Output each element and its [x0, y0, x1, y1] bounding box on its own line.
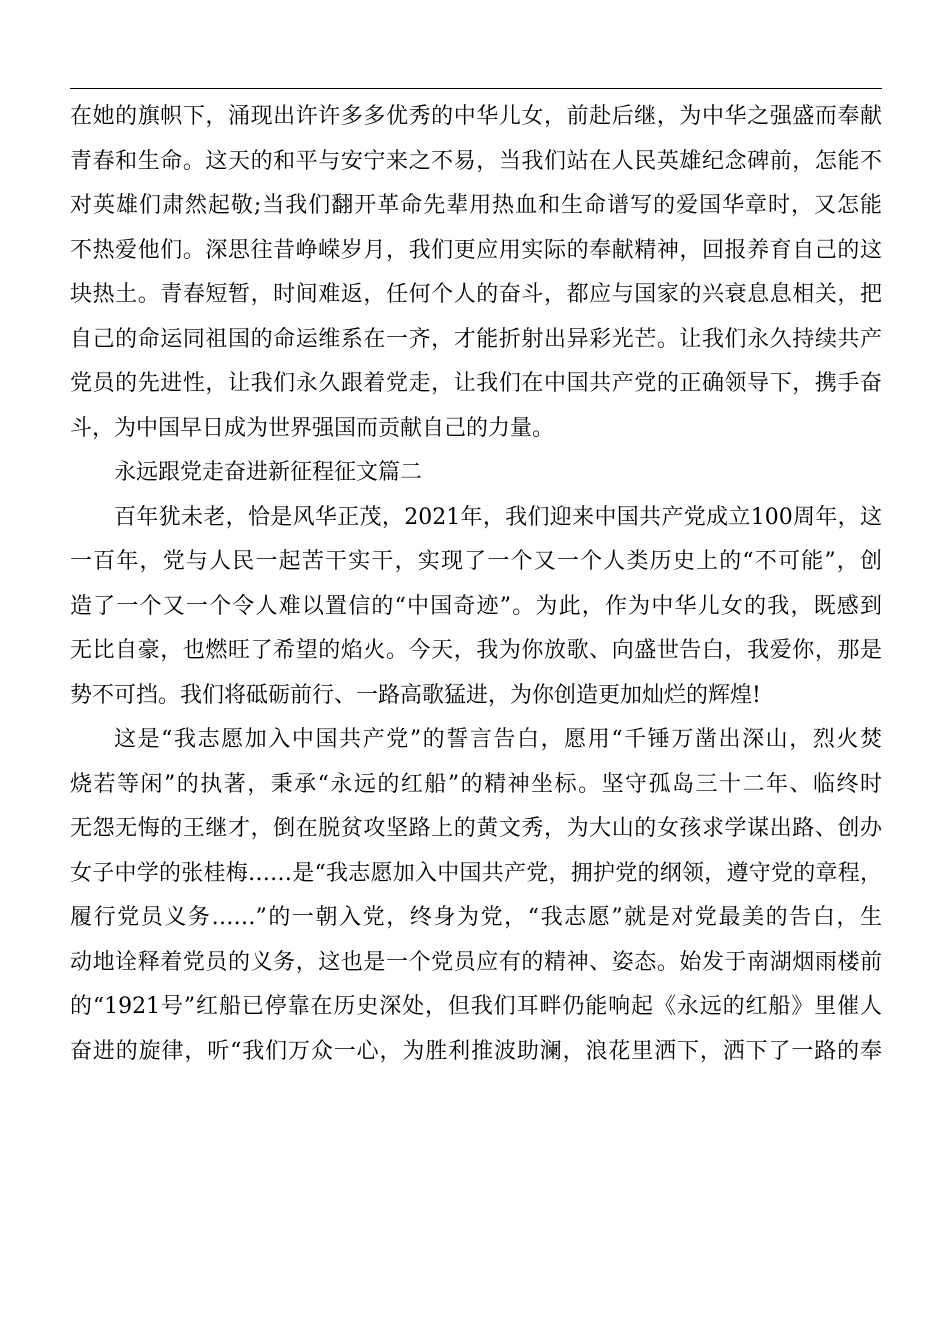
text-line-4: 不热爱他们。深思往昔峥嵘岁月，我们更应用实际的奉献精神，回报养育自己的这 — [70, 237, 882, 263]
section-heading: 永远跟党走奋进新征程征文篇二 — [114, 460, 423, 485]
text-line-11: 一百年，党与人民一起苦干实干，实现了一个又一个人类历史上的“不可能”，创 — [70, 549, 882, 574]
text-line-21: 的“1921号”红船已停靠在历史深处，但我们耳畔仍能响起《永远的红船》里催人 — [70, 994, 882, 1019]
text-line-6: 自己的命运同祖国的命运维系在一齐，才能折射出异彩光芒。让我们永久持续共产 — [70, 326, 882, 352]
text-line-12: 造了一个又一个令人难以置信的“中国奇迹”。为此，作为中华儿女的我，既感到 — [70, 593, 882, 619]
text-line-5: 块热土。青春短暂，时间难返，任何个人的奋斗，都应与国家的兴衰息息相关，把 — [70, 282, 882, 307]
text-line-15: 这是“我志愿加入中国共产党”的誓言告白，愿用“千锤万凿出深山，烈火焚 — [114, 727, 882, 752]
text-line-19: 履行党员义务……”的一朝入党，终身为党，“我志愿”就是对党最美的告白，生 — [70, 905, 882, 930]
text-line-10: 百年犹未老，恰是风华正茂，2021年，我们迎来中国共产党成立100周年，这 — [114, 504, 882, 530]
document-body — [70, 95, 882, 1074]
text-line-18: 女子中学的张桂梅……是“我志愿加入中国共产党，拥护党的纲领，遵守党的章程， — [70, 860, 882, 886]
text-line-16: 烧若等闲”的执著，秉承“永远的红船”的精神坐标。坚守孤岛三十二年、临终时 — [70, 771, 882, 797]
text-line-1: 在她的旗帜下，涌现出许许多多优秀的中华儿女，前赴后继，为中华之强盛而奉献 — [70, 104, 882, 129]
text-line-3: 对英雄们肃然起敬;当我们翻开革命先辈用热血和生命谱写的爱国华章时，又怎能 — [70, 193, 882, 218]
text-line-13: 无比自豪，也燃旺了希望的焰火。今天，我为你放歌、向盛世告白，我爱你，那是 — [70, 638, 882, 663]
header-rule — [70, 88, 882, 89]
text-line-8: 斗，为中国早日成为世界强国而贡献自己的力量。 — [70, 415, 555, 441]
text-line-22: 奋进的旋律，听“我们万众一心，为胜利推波助澜，浪花里洒下，洒下了一路的奉 — [70, 1038, 882, 1064]
text-line-7: 党员的先进性，让我们永久跟着党走，让我们在中国共产党的正确领导下，携手奋 — [70, 371, 882, 396]
text-line-20: 动地诠释着党员的义务，这也是一个党员应有的精神、姿态。始发于南湖烟雨楼前 — [70, 949, 882, 975]
text-line-17: 无怨无悔的王继才，倒在脱贫攻坚路上的黄文秀，为大山的女孩求学谋出路、创办 — [70, 816, 882, 841]
text-line-14: 势不可挡。我们将砥砺前行、一路高歌猛进，为你创造更加灿烂的辉煌! — [70, 682, 761, 708]
text-line-2: 青春和生命。这天的和平与安宁来之不易，当我们站在人民英雄纪念碑前，怎能不 — [70, 148, 882, 174]
